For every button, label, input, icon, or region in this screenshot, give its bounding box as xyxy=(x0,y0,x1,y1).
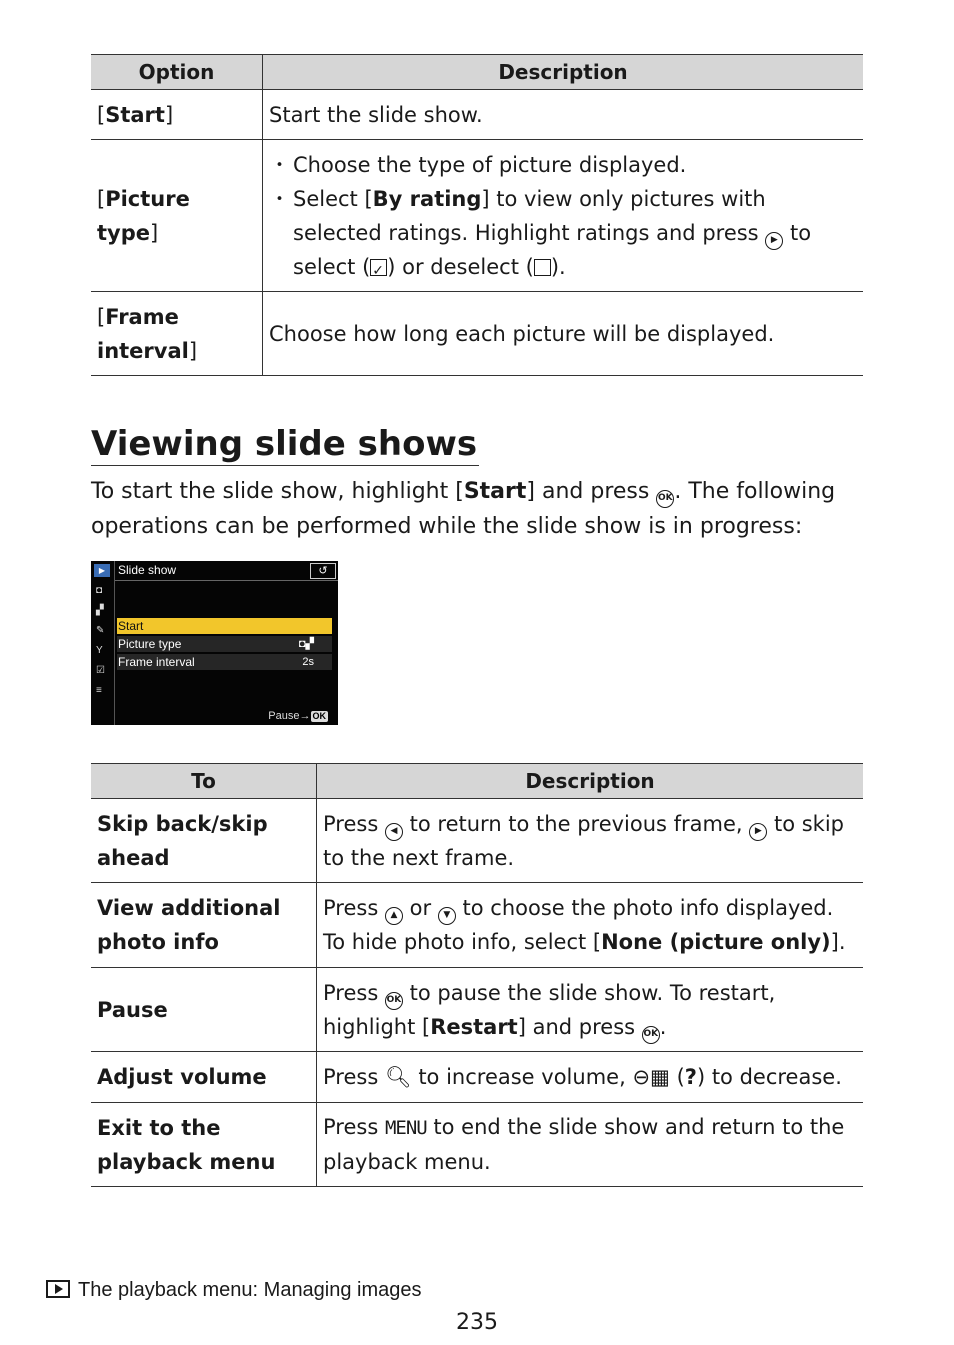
op-skip-desc: Press ◀ to return to the previous frame, ▶ to skip to the next frame. xyxy=(317,799,864,883)
table-row xyxy=(91,292,863,376)
zoom-in-icon: 🔍︎ xyxy=(384,1065,412,1089)
table-row xyxy=(91,1052,863,1103)
menu-item-picture-type: Picture type ◘▞ xyxy=(117,636,332,652)
op-pause: Pause xyxy=(91,968,317,1052)
camera-menu-title: Slide show xyxy=(118,563,177,577)
op-volume: Adjust volume xyxy=(91,1052,317,1103)
help-icon: ? xyxy=(684,1065,697,1089)
movie-shooting-icon: ▞ xyxy=(96,605,104,616)
option-picture-type: [Picture type] xyxy=(91,140,263,292)
menu-button-label: MENU xyxy=(384,1117,427,1139)
table-row xyxy=(91,1103,863,1187)
option-frame-interval-desc: Choose how long each picture will be displayed. xyxy=(263,292,864,376)
op-pause-desc: Press OK to pause the slide show. To restart, highlight [Restart] and press OK. xyxy=(317,968,864,1052)
op-skip: Skip back/skip ahead xyxy=(91,799,317,883)
multi-selector-down-icon: ▼ xyxy=(438,907,456,925)
op-exit-desc: Press MENU to end the slide show and return to the playback menu. xyxy=(317,1103,864,1187)
ok-button-icon: OK xyxy=(642,1026,660,1044)
op-exit: Exit to the playback menu xyxy=(91,1103,317,1187)
camera-menu-footer: Pause→ OK xyxy=(268,710,326,722)
menu-item-frame-interval: Frame interval 2s xyxy=(117,654,332,670)
option-start-desc: Start the slide show. xyxy=(263,90,864,140)
option-frame-interval: [Frame interval] xyxy=(91,292,263,376)
camera-menu-sidebar xyxy=(91,561,115,725)
col-header-description: Description xyxy=(263,55,864,90)
checked-box-icon xyxy=(370,259,387,276)
multi-selector-left-icon: ◀ xyxy=(385,823,403,841)
ok-button-icon: OK xyxy=(656,490,674,508)
table-row xyxy=(91,799,863,883)
op-volume-desc: Press 🔍︎ to increase volume, ⊖▦ (?) to decrease. xyxy=(317,1052,864,1103)
multi-selector-up-icon: ▲ xyxy=(385,907,403,925)
picture-type-value-icon: ◘▞ xyxy=(298,638,314,650)
list-item: ・ Choose the type of picture displayed. xyxy=(269,148,857,182)
col-header-option: Option xyxy=(91,55,263,90)
table-row xyxy=(91,968,863,1052)
list-item: ・ Select [By rating] to view only pictures with selected ratings. Highlight ratings and press ▶ to select (✓ ) or deselect ( ). xyxy=(269,182,857,284)
menu-item-start: Start xyxy=(117,618,332,634)
intro-paragraph: To start the slide show, highlight [Start] and press OK. The following operations can be performed while the slide show is in progress: xyxy=(91,479,836,539)
camera-menu-screenshot xyxy=(91,561,338,725)
unchecked-box-icon xyxy=(534,259,551,276)
retouch-menu-icon: ☑ xyxy=(96,665,105,676)
multi-selector-right-icon: ▶ xyxy=(749,823,767,841)
section-footer: The playback menu: Managing images xyxy=(46,1279,422,1302)
multi-selector-right-icon: ▶ xyxy=(765,232,783,250)
ok-button-icon: OK xyxy=(385,992,403,1010)
setup-menu-icon: Y xyxy=(96,645,103,656)
section-heading: Viewing slide shows xyxy=(91,424,478,464)
option-picture-type-desc xyxy=(263,140,864,292)
playback-menu-icon xyxy=(46,1280,70,1298)
option-start: [Start] xyxy=(91,90,263,140)
options-table xyxy=(91,54,863,376)
table-row xyxy=(91,883,863,968)
op-photo-info: View additional photo info xyxy=(91,883,317,968)
camera-menu-header xyxy=(115,561,338,581)
my-menu-icon: ≡ xyxy=(96,685,102,696)
col-header-to: To xyxy=(91,764,317,799)
custom-settings-icon: ✎ xyxy=(96,625,105,636)
zoom-out-thumbnail-icon: ⊖▦ xyxy=(632,1065,670,1089)
photo-shooting-icon: ◘ xyxy=(96,585,103,596)
col-header-description: Description xyxy=(317,764,864,799)
table-row xyxy=(91,140,863,292)
op-photo-info-desc: Press ▲ or ▼ to choose the photo info displayed. To hide photo info, select [None (picture only)]. xyxy=(317,883,864,968)
playback-menu-icon: ▶ xyxy=(94,564,110,577)
table-row xyxy=(91,90,863,140)
back-icon: ↺ xyxy=(310,563,336,579)
page-number: 235 xyxy=(456,1310,498,1335)
operations-table xyxy=(91,763,863,1187)
